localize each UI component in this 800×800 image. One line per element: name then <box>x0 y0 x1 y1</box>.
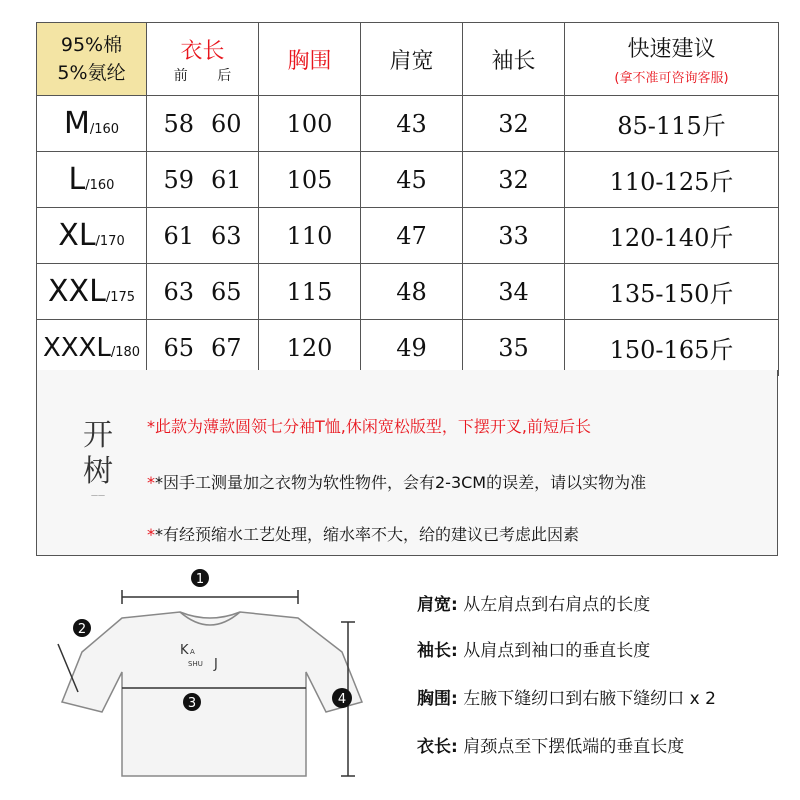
legend-label: 衣长: <box>417 737 458 757</box>
marker-4-label: 4 <box>337 692 347 707</box>
length-cell <box>147 320 259 376</box>
legend-label: 胸围: <box>417 689 458 709</box>
chest-cell: 115 <box>259 264 361 320</box>
shoulder-cell: 47 <box>361 208 463 264</box>
front-label: 前 <box>173 67 188 84</box>
weight-cell: 110-125斤 <box>565 152 779 208</box>
size-cell <box>37 320 147 376</box>
legend-label: 袖长: <box>417 641 458 661</box>
table-header-row <box>37 23 779 96</box>
fabric-header <box>37 23 147 96</box>
back-length: 63 <box>210 221 242 250</box>
length-cell <box>147 152 259 208</box>
size-label: XL <box>58 218 96 253</box>
chest-cell: 105 <box>259 152 361 208</box>
size-label: XXL <box>47 274 106 309</box>
back-length: 61 <box>210 165 242 194</box>
weight-cell: 85-115斤 <box>565 96 779 152</box>
brand-print-a: A <box>190 648 195 656</box>
size-height: /175 <box>105 290 136 305</box>
legend-text: 肩颈点至下摆低端的垂直长度 <box>463 737 685 757</box>
shoulder-cell: 49 <box>361 320 463 376</box>
front-length: 63 <box>163 277 195 306</box>
weight-cell: 135-150斤 <box>565 264 779 320</box>
brand-logo <box>83 418 113 500</box>
length-header <box>147 23 259 96</box>
shoulder-header: 肩宽 <box>361 23 463 96</box>
sleeve-cell: 34 <box>463 264 565 320</box>
chest-cell: 110 <box>259 208 361 264</box>
logo-char: 树 <box>83 454 113 489</box>
note-line: *此款为薄款圆领七分袖T恤,休闲宽松版型，下摆开叉,前短后长 <box>147 417 591 436</box>
weight-cell: 150-165斤 <box>565 320 779 376</box>
suggest-header-label: 快速建议 <box>627 37 716 62</box>
sleeve-cell: 33 <box>463 208 565 264</box>
shoulder-cell: 45 <box>361 152 463 208</box>
size-cell <box>37 208 147 264</box>
weight-cell: 120-140斤 <box>565 208 779 264</box>
garment-diagram <box>30 562 400 792</box>
size-height: /160 <box>85 178 115 193</box>
legend-text: 从左肩点到右肩点的长度 <box>463 595 651 615</box>
notes-box <box>36 370 778 556</box>
size-height: /170 <box>95 234 125 249</box>
shirt-outline <box>62 612 362 776</box>
table-row <box>37 208 779 264</box>
fabric-line-2: 5%氨纶 <box>57 62 126 84</box>
size-label: XXXL <box>42 332 111 363</box>
brand-print-k: K <box>180 643 189 658</box>
table-row <box>37 152 779 208</box>
chest-header: 胸围 <box>259 23 361 96</box>
legend-text: 从肩点到袖口的垂直长度 <box>463 641 651 661</box>
size-label: M <box>63 106 90 141</box>
front-length: 65 <box>163 333 195 362</box>
front-length: 59 <box>163 165 195 194</box>
size-cell <box>37 264 147 320</box>
suggest-note: (拿不准可咨询客服) <box>614 71 729 86</box>
fabric-line-1: 95%棉 <box>60 34 123 56</box>
shoulder-cell: 48 <box>361 264 463 320</box>
legend-item <box>417 636 650 661</box>
back-length: 60 <box>210 109 242 138</box>
back-label: 后 <box>217 67 232 84</box>
marker-2-label: 2 <box>77 622 87 637</box>
table-row <box>37 320 779 376</box>
shoulder-cell: 43 <box>361 96 463 152</box>
sleeve-cell: 32 <box>463 96 565 152</box>
sleeve-header: 袖长 <box>463 23 565 96</box>
size-height: /180 <box>110 344 141 360</box>
note-text: *有经预缩水工艺处理，缩水率不大，给的建议已考虑此因素 <box>155 525 580 544</box>
chest-cell: 120 <box>259 320 361 376</box>
marker-3-label: 3 <box>187 696 197 711</box>
back-length: 67 <box>210 333 242 362</box>
suggest-header <box>565 23 779 96</box>
brand-print-j: J <box>214 657 218 672</box>
length-cell <box>147 208 259 264</box>
length-cell <box>147 96 259 152</box>
sleeve-cell: 32 <box>463 152 565 208</box>
back-length: 65 <box>210 277 242 306</box>
note-line: **因手工测量加之衣物为软性物件，会有2-3CM的误差，请以实物为准 <box>147 473 647 492</box>
legend-item <box>417 590 650 615</box>
note-text: *因手工测量加之衣物为软性物件，会有2-3CM的误差，请以实物为准 <box>155 473 647 492</box>
legend-text: 左腋下缝纫口到右腋下缝纫口 x 2 <box>463 689 716 709</box>
front-length: 58 <box>163 109 195 138</box>
legend-item <box>417 684 716 709</box>
size-cell <box>37 152 147 208</box>
chest-cell: 100 <box>259 96 361 152</box>
sleeve-cell: 35 <box>463 320 565 376</box>
logo-sub: —— <box>91 491 105 499</box>
size-cell <box>37 96 147 152</box>
note-line: **有经预缩水工艺处理，缩水率不大，给的建议已考虑此因素 <box>147 525 580 544</box>
table-row <box>37 96 779 152</box>
logo-char: 开 <box>83 418 113 453</box>
marker-1-label: 1 <box>195 572 205 587</box>
size-table <box>36 22 779 376</box>
length-cell <box>147 264 259 320</box>
legend-item <box>417 732 684 757</box>
length-header-label: 衣长 <box>180 38 225 64</box>
size-label: L <box>68 162 86 197</box>
brand-print-shu: SHU <box>188 660 203 668</box>
legend-label: 肩宽: <box>417 595 458 615</box>
table-row <box>37 264 779 320</box>
size-height: /160 <box>89 122 120 137</box>
front-length: 61 <box>163 221 195 250</box>
